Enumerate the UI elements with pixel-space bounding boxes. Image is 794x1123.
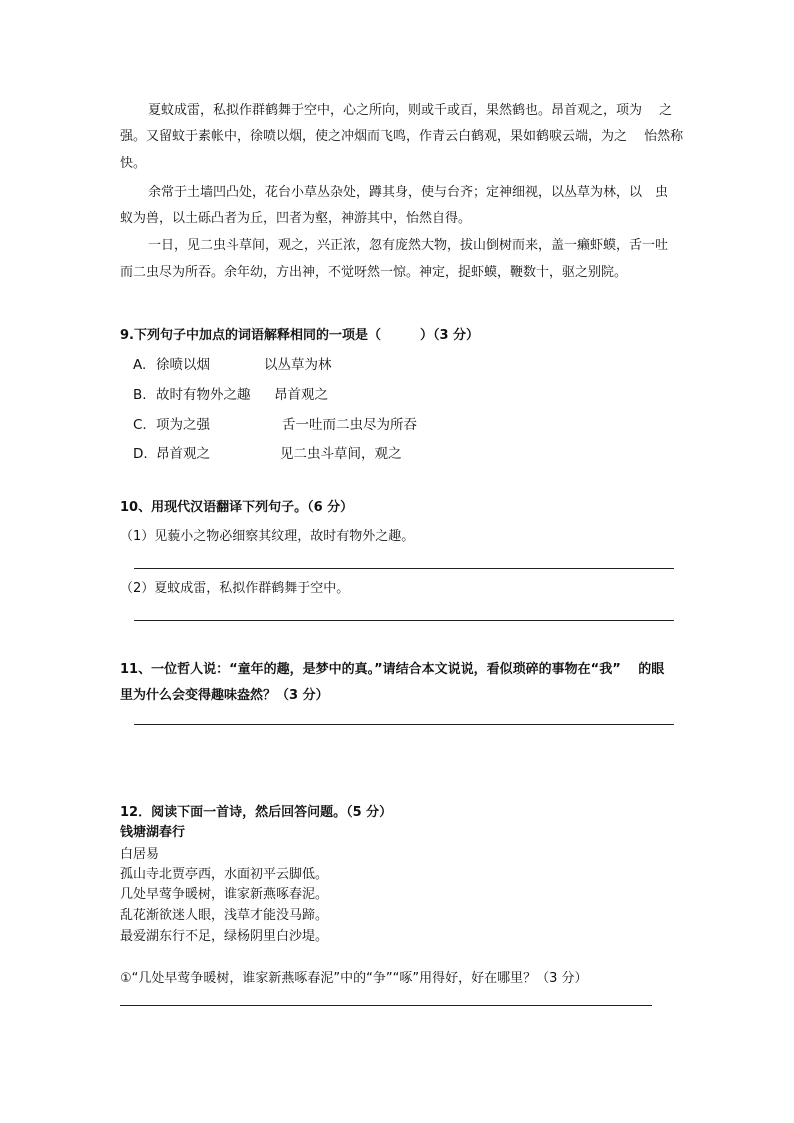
q10-answer-line-2[interactable] (134, 620, 674, 621)
q10-answer-line-1[interactable] (134, 568, 674, 569)
q10-title: 10、用现代汉语翻译下列句子。（6 分） (120, 500, 354, 515)
q11-line-2: 里为什么会变得趣味盎然？（3 分） (120, 688, 329, 703)
q9-option-c-right: 舌一吐而二虫尽为所吞 (282, 417, 417, 433)
q12-subquestion-1: ①“几处早莺争暖树，谁家新燕啄春泥”中的“争”“啄”用得好，好在哪里？（3 分） (120, 971, 588, 986)
q12-title: 12．阅读下面一首诗，然后回答问题。（5 分） (120, 805, 393, 820)
passage-p2-line2: 蚁为兽，以土砾凸者为丘，凹者为壑，神游其中，怡然自得。 (120, 211, 472, 226)
passage-p1-line3: 快。 (120, 156, 147, 171)
q10-sentence-1: （1）见藐小之物必细察其纹理，故时有物外之趣。 (120, 529, 415, 544)
passage-p3-line2: 而二虫尽为所吞。余年幼，方出神，不觉呀然一惊。神定，捉虾蟆，鞭数十，驱之别院。 (120, 265, 628, 280)
poem-line-4: 最爱湖东行不足，绿杨阴里白沙堤。 (120, 929, 329, 944)
poem-line-3: 乱花渐欲迷人眼，浅草才能没马蹄。 (120, 908, 329, 923)
q9-option-a-left: 徐喷以烟 (156, 357, 210, 373)
q9-option-d-left: 昂首观之 (156, 446, 210, 462)
poem-author: 白居易 (120, 847, 160, 862)
q12-answer-line[interactable] (120, 1005, 652, 1006)
poem-line-1: 孤山寺北贾亭西，水面初平云脚低。 (120, 867, 329, 882)
q9-option-b-left: 故时有物外之趣 (156, 387, 251, 403)
q11-line-1: 11、一位哲人说：“童年的趣，是梦中的真。”请结合本文说说，看似琐碎的事物在“我” 的眼 (120, 662, 665, 677)
q9-option-d-right: 见二虫斗草间，观之 (280, 446, 402, 462)
passage-p1-line1: 夏蚊成雷，私拟作群鹤舞于空中，心之所向，则或千或百，果然鹤也。昂首观之，项为 之 (148, 103, 673, 118)
q11-answer-line[interactable] (134, 724, 674, 725)
q9-option-a-letter: A. (133, 357, 147, 373)
poem-title: 钱塘湖春行 (120, 825, 186, 840)
q10-sentence-2: （2）夏蚊成雷，私拟作群鹤舞于空中。 (120, 581, 350, 596)
q9-option-c-left: 项为之强 (156, 417, 210, 433)
q9-option-d-letter: D. (133, 446, 148, 462)
q9-option-a-right: 以丛草为林 (264, 357, 332, 373)
q9-option-c-letter: C. (133, 417, 147, 433)
q9-title: 9.下列句子中加点的词语解释相同的一项是（ ）（3 分） (120, 328, 480, 343)
passage-p1-line2: 强。又留蚊于素帐中，徐喷以烟，使之冲烟而飞鸣，作青云白鹤观，果如鹤唳云端，为之 怡然称 (120, 129, 684, 144)
passage-p3-line1: 一日，见二虫斗草间，观之，兴正浓，忽有庞然大物，拔山倒树而来，盖一癞虾蟆，舌一吐 (148, 238, 669, 253)
q9-option-b-right: 昂首观之 (274, 387, 328, 403)
passage-p2-line1: 余常于土墙凹凸处，花台小草丛杂处，蹲其身，使与台齐；定神细视，以丛草为林，以 虫 (148, 185, 669, 200)
q9-option-b-letter: B. (133, 387, 147, 403)
poem-line-2: 几处早莺争暖树，谁家新燕啄春泥。 (120, 887, 329, 902)
